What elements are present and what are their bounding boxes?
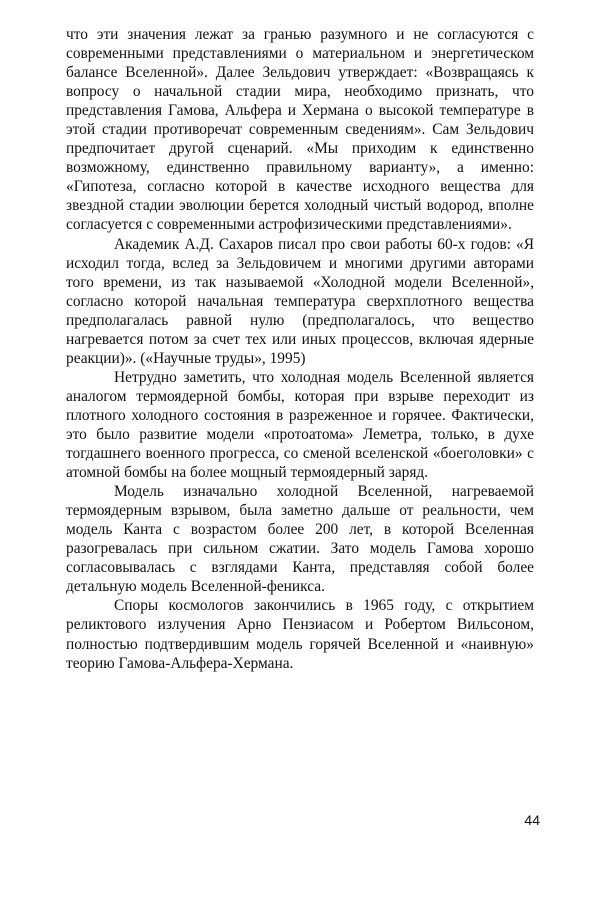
paragraph-cold-model-bomb: Нетрудно заметить, что холодная модель Вселенной является аналогом термоядерной бомбы, которая при взрыве переходит из плотного холодного состояния в разреженное и горячее. Фактически, это было развитие модели «протоатома» Леметра, только, в духе тогдашнего военного прогресса, со сменой вселенской «боеголовки» с атомной бомбы на более мощный термоядерный заряд. [66, 368, 534, 482]
paragraph-zeldovich-continuation: что эти значения лежат за гранью разумного и не согласуются с современными представлениями о материальном и энергетическом балансе Вселенной». Далее Зельдович утверждает: «Возвращаясь к вопросу о начальной стадии мира, необходимо признать, что представления Гамова, Альфера и Хермана о высокой температуре в этой стадии противоречат современным сведениям». Сам Зельдович предпочитает другой сценарий. «Мы приходим к единственно возможному, единственно правильному варианту», а именно: «Гипотеза, согласно которой в качестве исходного вещества для звездной стадии эволюции берется холодный чистый водород, вполне согласуется с современными астрофизическими представлениями». [66, 26, 534, 234]
paragraph-relic-radiation: Споры космологов закончились в 1965 году, с открытием реликтового излучения Арно Пензиасом и Робертом Вильсоном, полностью подтвердившим модель горячей Вселенной и «наивную» теорию Гамова-Альфера-Хермана. [66, 597, 534, 672]
paragraph-sakharov: Академик А.Д. Сахаров писал про свои работы 60-х годов: «Я исходил тогда, вслед за Зельдовичем и многими другими авторами того времени, из так называемой «Холодной модели Вселенной», согласно которой начальная температура сверхплотного вещества предполагалась равной нулю (предполагалось, что вещество нагревается потом за счет тех или иных процессов, включая ядерные реакции)». («Научные труды», 1995) [66, 235, 534, 367]
paragraph-kant-model: Модель изначально холодной Вселенной, нагреваемой термоядерным взрывом, была заметно дальше от реальности, чем модель Канта с возрастом более 200 лет, в которой Вселенная разогревалась при сильном сжатии. Зато модель Гамова хорошо согласовывалась с взглядами Канта, представляя собой более детальную модель Вселенной-феникса. [66, 483, 534, 596]
page-body [66, 25, 534, 673]
page-number: 44 [524, 812, 540, 828]
